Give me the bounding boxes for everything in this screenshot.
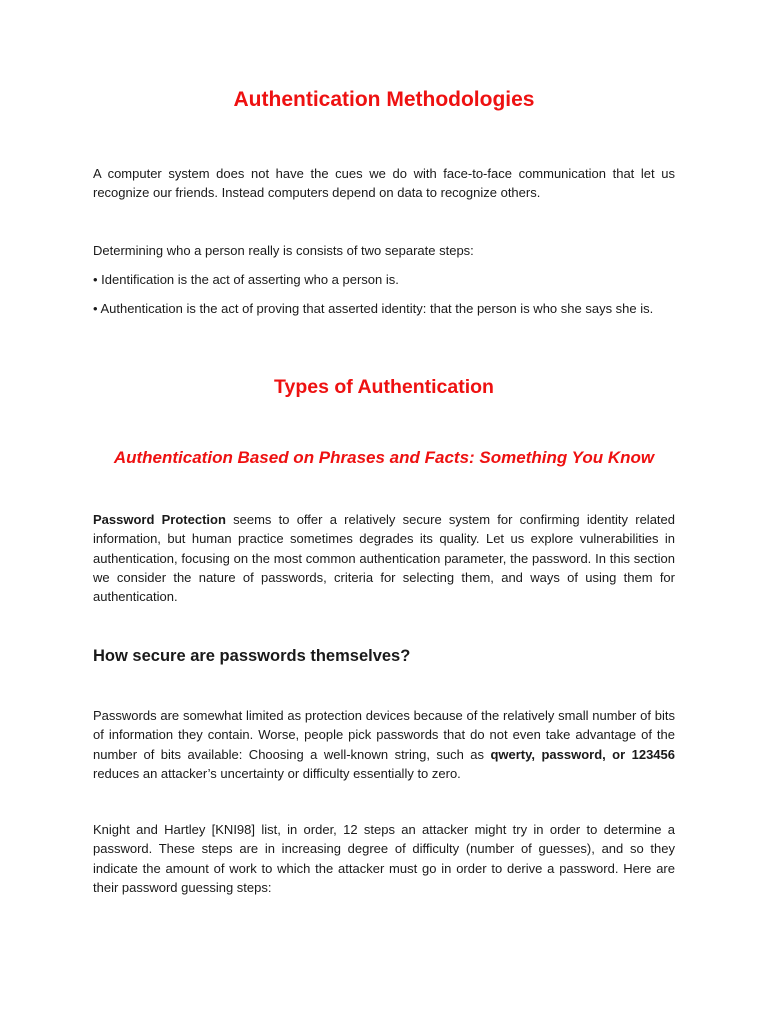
password-protection-text: seems to offer a relatively secure system for confirming identity related information, but human practice sometimes degrades its quality. Let us explore vulnerabilities in authentication, focusing on the most common authentication parameter, the password. In this section we consider the nature of passwords, criteria for selecting them, and ways of using them for authentication. xyxy=(93,512,675,605)
steps-intro-paragraph: Determining who a person really is consists of two separate steps: xyxy=(93,243,474,258)
bullet-identification: • Identification is the act of asserting who a person is. xyxy=(93,272,399,287)
weak-password-examples: qwerty, password, or 123456 xyxy=(490,746,675,762)
passwords-limited-text: Passwords are somewhat limited as protection devices because of the relatively small number of bits of information they contain. Worse, people pick passwords that do not even take advantage of the number of bits available: Choosing a well-known string, such as xyxy=(93,708,675,762)
knight-hartley-paragraph: Knight and Hartley [KNI98] list, in order, 12 steps an attacker might try in order to determine a password. These steps are in increasing degree of difficulty (number of guesses), and so they indicate the amount of work to which the attacker must go in order to derive a password. Here are their password guessing steps: xyxy=(93,822,675,895)
password-protection-paragraph xyxy=(93,510,675,606)
passwords-limited-paragraph xyxy=(93,706,675,783)
types-heading: Types of Authentication xyxy=(274,376,494,398)
something-you-know-heading: Authentication Based on Phrases and Facts: Something You Know xyxy=(113,448,655,467)
document-title: Authentication Methodologies xyxy=(233,88,535,111)
intro-paragraph: A computer system does not have the cues we do with face-to-face communication that let us recognize our friends. Instead computers depend on data to recognize others. xyxy=(93,166,675,201)
password-protection-lead: Password Protection xyxy=(93,512,226,527)
passwords-limited-rest: reduces an attacker’s uncertainty or difficulty essentially to zero. xyxy=(93,765,461,781)
password-security-heading: How secure are passwords themselves? xyxy=(93,647,411,665)
bullet-authentication: • Authentication is the act of proving that asserted identity: that the person is who she says she is. xyxy=(93,301,654,316)
